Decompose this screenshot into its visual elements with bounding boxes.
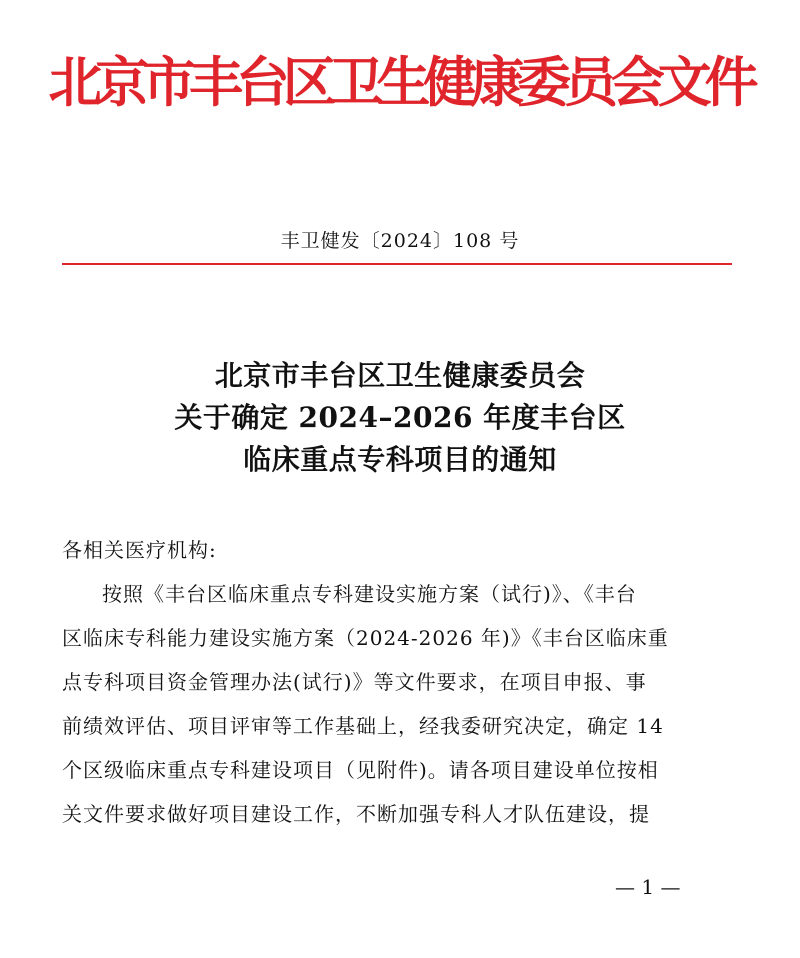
document-number: 丰卫健发〔2024〕108 号 (280, 230, 520, 252)
title-line-3: 临床重点专科项目的通知 (243, 443, 557, 476)
title-line-2: 关于确定 2024–2026 年度丰台区 (174, 401, 626, 434)
masthead-title: 北京市丰台区卫生健康委员会文件 (48, 50, 752, 114)
body-line-1: 按照《丰台区临床重点专科建设实施方案（试行)》、《丰台 (102, 582, 637, 606)
salutation: 各相关医疗机构: (62, 538, 217, 562)
body-line-3: 点专科项目资金管理办法(试行)》等文件要求，在项目申报、事 (62, 670, 647, 694)
title-line-1: 北京市丰台区卫生健康委员会 (214, 359, 586, 392)
body-line-6: 关文件要求做好项目建设工作，不断加强专科人才队伍建设，提 (62, 802, 650, 826)
page-number: — 1 — (615, 875, 681, 899)
body-line-2: 区临床专科能力建设实施方案（2024-2026 年)》《丰台区临床重 (62, 626, 669, 650)
notice-title (0, 355, 800, 481)
body-line-4: 前绩效评估、项目评审等工作基础上，经我委研究决定，确定 14 (62, 714, 664, 738)
body-line-5: 个区级临床重点专科建设项目（见附件)。请各项目建设单位按相 (62, 758, 659, 782)
red-divider-line (62, 263, 732, 265)
